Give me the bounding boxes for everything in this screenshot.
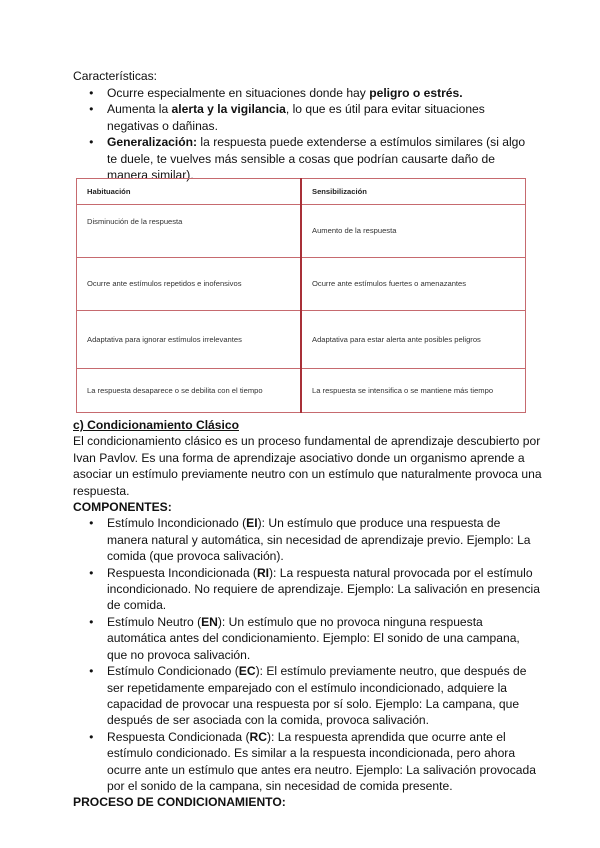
table-row [77, 311, 526, 369]
list-item [89, 663, 543, 729]
header-habituacion: Habituación [77, 179, 302, 205]
bullet-text: la respuesta puede extenderse a estímulos similares (si algo te duele, te vuelves más sensible a cosas que podrían causarte daño de manera similar). [107, 135, 526, 183]
bullet-text: , lo que es útil para evitar situaciones negativas o dañinas. [107, 102, 485, 133]
list-item [89, 101, 533, 134]
classical-conditioning-section [73, 417, 543, 811]
table-cell: Disminución de la respuesta [77, 205, 302, 258]
table-row [77, 369, 526, 413]
list-item [89, 729, 543, 795]
bullet-bold-text: RI [256, 565, 270, 580]
bullet-bold-text: EC [238, 664, 256, 679]
list-item [89, 85, 533, 101]
table-cell: La respuesta se intensifica o se mantiene más tiempo [301, 369, 526, 413]
table-row [77, 258, 526, 311]
table-row [77, 205, 526, 258]
bullet-bold-text: EI [246, 516, 258, 531]
bullet-bold-text: RC [249, 729, 267, 744]
bullet-text: Respuesta Condicionada ( [107, 729, 250, 744]
bullet-text: ): Un estímulo que no provoca ninguna respuesta automática antes del condicionamiento. Ejemplo: El sonido de una campana, que no provoca salivación. [107, 614, 520, 662]
bullet-text: ): El estímulo previamente neutro, que después de ser repetidamente emparejado con el estímulo incondicionado, adquiere la capacidad de provocar una respuesta por sí solo. Ejemplo: La campana, que después de ser asociada con la comida, provoca salivación. [107, 664, 527, 728]
section-intro: El condicionamiento clásico es un proceso fundamental de aprendizaje descubierto por Ivan Pavlov. Es una forma de aprendizaje asociativo donde un organismo aprende a asociar un estímulo previamente neutro con un estímulo que naturalmente provoca una respuesta. [73, 434, 542, 498]
components-heading: COMPONENTES: [73, 500, 172, 515]
bullet-text: ): Un estímulo que produce una respuesta de manera natural y automática, sin necesidad de aprendizaje previo. Ejemplo: La comida (que provoca salivación). [107, 516, 531, 564]
bullet-text: Estímulo Neutro ( [107, 614, 202, 629]
characteristics-block [73, 68, 533, 183]
bullet-text: Ocurre especialmente en situaciones donde hay [107, 86, 370, 100]
list-item [89, 614, 543, 663]
comparison-table [76, 178, 526, 412]
bullet-text: Respuesta Incondicionada ( [107, 565, 257, 580]
table-cell: Ocurre ante estímulos fuertes o amenazantes [301, 258, 526, 311]
section-title: c) Condicionamiento Clásico [73, 418, 239, 432]
bullet-text: Estímulo Incondicionado ( [107, 516, 247, 531]
bullet-bold-text: Generalización: [107, 135, 198, 150]
bullet-text: Estímulo Condicionado ( [107, 664, 239, 679]
bullet-bold-text: EN [201, 614, 218, 629]
table-cell: La respuesta desaparece o se debilita con el tiempo [77, 369, 302, 413]
header-sensibilizacion: Sensibilización [301, 179, 526, 205]
list-item [89, 565, 543, 614]
process-heading: PROCESO DE CONDICIONAMIENTO: [73, 795, 286, 810]
bullet-bold-text: peligro o estrés. [369, 86, 463, 100]
table-cell: Adaptativa para estar alerta ante posibles peligros [301, 311, 526, 369]
table-cell: Ocurre ante estímulos repetidos e inofensivos [77, 258, 302, 311]
table-cell: Adaptativa para ignorar estímulos irrelevantes [77, 311, 302, 369]
bullet-bold-text: alerta y la vigilancia [171, 102, 286, 117]
characteristics-label: Características: [73, 69, 158, 83]
bullet-text: ): La respuesta natural provocada por el estímulo incondicionado. No requiere de aprendizaje. Ejemplo: La salivación en presencia de comida. [107, 565, 540, 613]
list-item [89, 134, 533, 183]
bullet-text: Aumenta la [107, 102, 172, 117]
components-list [89, 515, 543, 794]
table-cell: Aumento de la respuesta [301, 205, 526, 258]
bullet-text: ): La respuesta aprendida que ocurre ante el estímulo condicionado. Es similar a la respuesta incondicionada, pero ahora ocurre ante un estímulo que antes era neutro. Ejemplo: La salivación provocada por el sonido de la campana, sin necesidad de comida presente. [107, 729, 536, 793]
characteristics-list [89, 85, 533, 183]
list-item [89, 515, 543, 564]
table-header-row [77, 179, 526, 205]
